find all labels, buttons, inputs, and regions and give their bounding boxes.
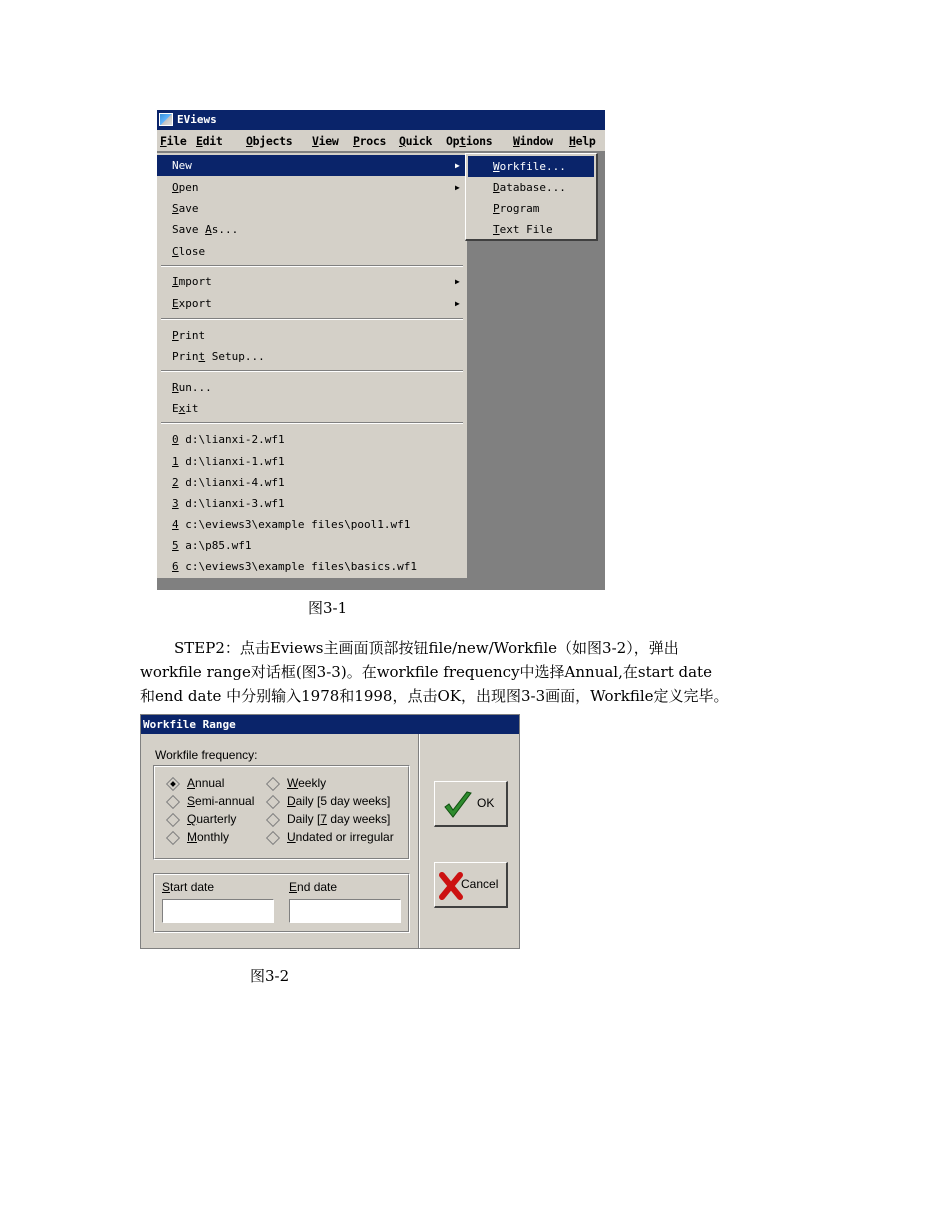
paragraph-line-1: STEP2：点击Eviews主画面顶部按钮file/new/Workfile（如图3-2），弹出	[174, 639, 679, 657]
menu-item-run[interactable]: Run...	[172, 381, 212, 394]
end-date-label: End date	[289, 880, 338, 894]
submenu-item-workfile[interactable]: Workfile...	[468, 156, 594, 177]
submenu-item-text-file[interactable]: Text File	[493, 223, 553, 236]
figure-caption-1: 图3-1	[308, 599, 348, 617]
menu-options[interactable]: Options	[446, 134, 493, 148]
menu-item-close[interactable]: Close	[172, 245, 206, 258]
recent-file-item[interactable]: 6 c:\eviews3\example files\basics.wf1	[172, 560, 418, 573]
submenu-arrow-icon: ▶	[455, 161, 460, 170]
recent-file-item[interactable]: 5 a:\p85.wf1	[172, 539, 252, 552]
eviews-app-icon	[159, 113, 173, 126]
end-date-input[interactable]	[289, 899, 401, 923]
submenu-arrow-icon: ▶	[455, 277, 460, 286]
menu-item-export[interactable]: Export ▶	[157, 293, 467, 314]
option-quarterly-label: Quarterly	[187, 812, 237, 826]
submenu-item-database[interactable]: Database...	[493, 181, 566, 194]
new-submenu	[465, 153, 598, 241]
red-x-icon	[439, 872, 463, 900]
window-title: EViews	[177, 113, 217, 126]
workfile-range-dialog	[140, 714, 520, 949]
option-weekly-label: Weekly	[287, 776, 327, 790]
paragraph-line-2: workfile range对话框(图3-3)。在workfile frequency中选择Annual,在start date	[140, 663, 712, 681]
recent-file-item[interactable]: 4 c:\eviews3\example files\pool1.wf1	[172, 518, 411, 531]
menu-quick[interactable]: Quick	[399, 134, 433, 148]
menu-separator	[161, 318, 463, 320]
recent-file-item[interactable]: 2 d:\lianxi-4.wf1	[172, 476, 285, 489]
menu-separator	[161, 265, 463, 267]
cancel-button[interactable]	[434, 862, 508, 908]
submenu-arrow-icon: ▶	[455, 183, 460, 192]
option-semi-annual-label: Semi-annual	[187, 794, 255, 808]
cancel-label: Cancel	[461, 877, 499, 891]
checkmark-icon	[443, 791, 473, 819]
option-annual-label: Annual	[187, 776, 225, 790]
menu-objects[interactable]: Objects	[246, 134, 293, 148]
menu-separator	[161, 370, 463, 372]
recent-file-item[interactable]: 0 d:\lianxi-2.wf1	[172, 433, 285, 446]
dialog-title: Workfile Range	[141, 715, 519, 734]
menu-separator	[161, 422, 463, 424]
menu-item-new[interactable]: New ▶	[157, 155, 467, 176]
option-monthly-label: Monthly	[187, 830, 230, 844]
submenu-arrow-icon: ▶	[455, 299, 460, 308]
recent-file-item[interactable]: 1 d:\lianxi-1.wf1	[172, 455, 285, 468]
menu-item-open[interactable]: Open ▶	[157, 177, 467, 198]
menu-file[interactable]: File	[160, 134, 187, 148]
menu-item-save-as[interactable]: Save As...	[172, 223, 239, 236]
option-daily-5-label: Daily [5 day weeks]	[287, 794, 391, 808]
menu-item-exit[interactable]: Exit	[172, 402, 199, 415]
menu-window[interactable]: Window	[513, 134, 553, 148]
ok-label: OK	[477, 796, 495, 810]
recent-file-item[interactable]: 3 d:\lianxi-3.wf1	[172, 497, 285, 510]
paragraph-line-3: 和end date 中分别输入1978和1998，点击OK，出现图3-3画面，Workfile定义完毕。	[140, 687, 729, 705]
menu-item-save[interactable]: Save	[172, 202, 199, 215]
file-menu-dropdown	[157, 153, 467, 578]
menu-bar	[157, 130, 605, 152]
menu-item-print[interactable]: Print	[172, 329, 206, 342]
menu-item-print-setup[interactable]: Print Setup...	[172, 350, 265, 363]
ok-button[interactable]	[434, 781, 508, 827]
dialog-divider	[418, 734, 420, 948]
menu-edit[interactable]: Edit	[196, 134, 223, 148]
menu-procs[interactable]: Procs	[353, 134, 387, 148]
menu-help[interactable]: Help	[569, 134, 596, 148]
menu-view[interactable]: View	[312, 134, 339, 148]
option-undated-label: Undated or irregular	[287, 830, 394, 844]
start-date-input[interactable]	[162, 899, 274, 923]
eviews-window	[157, 110, 605, 590]
title-bar	[157, 110, 605, 130]
menu-item-import[interactable]: Import ▶	[157, 271, 467, 292]
submenu-item-program[interactable]: Program	[493, 202, 540, 215]
figure-caption-2: 图3-2	[250, 967, 290, 985]
option-daily-7-label: Daily [7 day weeks]	[287, 812, 391, 826]
frequency-label: Workfile frequency:	[155, 748, 258, 762]
start-date-label: Start date	[162, 880, 215, 894]
